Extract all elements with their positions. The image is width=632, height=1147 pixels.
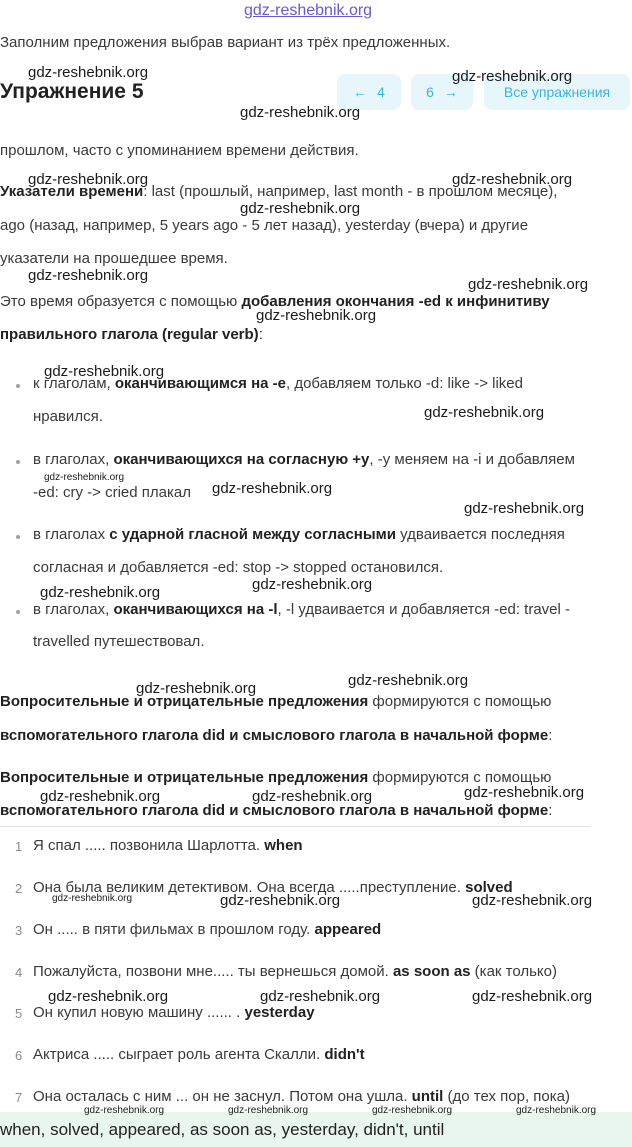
item-text: Актриса ..... сыграет роль агента Скалли. bbox=[33, 1046, 325, 1063]
item-answer: didn't bbox=[324, 1046, 365, 1063]
watermark: gdz-reshebnik.org bbox=[28, 171, 149, 188]
watermark: gdz-reshebnik.org bbox=[240, 104, 361, 121]
item-number: 6 bbox=[15, 1048, 23, 1063]
item-answer: appeared bbox=[314, 921, 382, 938]
bullet-icon bbox=[16, 610, 20, 614]
watermark: gdz-reshebnik.org bbox=[424, 404, 545, 421]
watermark: gdz-reshebnik.org bbox=[516, 1105, 597, 1116]
watermark: gdz-reshebnik.org bbox=[256, 307, 377, 324]
answer-bar: when, solved, appeared, as soon as, yesterday, didn't, until bbox=[0, 1112, 632, 1147]
rule-bold: оканчивающимся на -e bbox=[114, 375, 286, 392]
questions-line-2 bbox=[0, 726, 552, 746]
watermark: gdz-reshebnik.org bbox=[452, 171, 573, 188]
item-answer: when bbox=[264, 837, 303, 854]
rule-item bbox=[33, 450, 575, 470]
page-title: Упражнение 5 bbox=[0, 80, 144, 103]
watermark: gdz-reshebnik.org bbox=[84, 1105, 165, 1116]
item-answer: as soon as bbox=[392, 963, 471, 980]
arrow-left-icon: ← bbox=[353, 84, 368, 100]
rule-text: к глаголам, bbox=[33, 375, 115, 392]
watermark: gdz-reshebnik.org bbox=[28, 267, 149, 284]
bullet-icon bbox=[16, 535, 20, 539]
rule-item-line2: согласная и добавляется -ed: stop -> stopped остановился. bbox=[33, 559, 444, 576]
rule-item bbox=[33, 525, 565, 545]
item-text: Она была великим детективом. Она всегда .....преступление. bbox=[33, 879, 466, 896]
prev-exercise-label: 4 bbox=[377, 84, 385, 100]
rule-bold: оканчивающихся на -l bbox=[113, 601, 278, 618]
questions-line bbox=[0, 692, 551, 712]
formation-end: : bbox=[258, 326, 263, 343]
watermark: gdz-reshebnik.org bbox=[52, 893, 133, 904]
watermark: gdz-reshebnik.org bbox=[40, 584, 161, 601]
bullet-icon bbox=[16, 460, 20, 464]
watermark: gdz-reshebnik.org bbox=[220, 892, 341, 909]
rule-text: удваивается последняя bbox=[395, 526, 565, 543]
formation-text: Это время образуется с помощью bbox=[0, 293, 242, 310]
watermark: gdz-reshebnik.org bbox=[228, 1105, 309, 1116]
watermark: gdz-reshebnik.org bbox=[464, 784, 585, 801]
questions-text: : bbox=[548, 802, 553, 819]
watermark: gdz-reshebnik.org bbox=[44, 363, 165, 380]
watermark: gdz-reshebnik.org bbox=[472, 892, 593, 909]
watermark: gdz-reshebnik.org bbox=[372, 1105, 453, 1116]
all-exercises-label: Все упражнения bbox=[503, 84, 611, 100]
exercise-item bbox=[33, 1087, 570, 1107]
time-indicators-line-2: ago (назад, например, 5 years ago - 5 лет назад), yesterday (вчера) и другие bbox=[0, 217, 529, 234]
exercise-item bbox=[33, 962, 557, 982]
item-answer: yesterday bbox=[244, 1004, 315, 1021]
item-answer: solved bbox=[465, 879, 513, 896]
watermark: gdz-reshebnik.org bbox=[348, 672, 469, 689]
rule-text: в глаголах, bbox=[33, 451, 114, 468]
rule-item bbox=[33, 600, 570, 620]
bullet-icon bbox=[16, 384, 20, 388]
watermark: gdz-reshebnik.org bbox=[48, 988, 169, 1005]
watermark: gdz-reshebnik.org bbox=[212, 480, 333, 497]
item-text: Пожалуйста, позвони мне..... ты вернешься домой. bbox=[33, 963, 393, 980]
item-answer: until bbox=[411, 1088, 444, 1105]
watermark: gdz-reshebnik.org bbox=[136, 680, 257, 697]
item-text: Он купил новую машину ...... . bbox=[33, 1004, 245, 1021]
watermark: gdz-reshebnik.org bbox=[252, 576, 373, 593]
formation-bold: добавления окончания -ed к инфинитиву bbox=[241, 293, 550, 310]
watermark: gdz-reshebnik.org bbox=[452, 68, 573, 85]
time-indicators-line-3: указатели на прошедшее время. bbox=[0, 250, 228, 267]
arrow-right-icon: → bbox=[443, 84, 458, 100]
watermark: gdz-reshebnik.org bbox=[44, 472, 125, 483]
formation-bold-2: правильного глагола (regular verb) bbox=[0, 326, 259, 343]
rule-bold: оканчивающихся на согласную +y bbox=[113, 451, 370, 468]
questions-bold: Вопросительные и отрицательные предложения bbox=[0, 693, 369, 710]
item-note: (как только) bbox=[470, 963, 557, 980]
rule-text: , -y меняем на -i и добавляем bbox=[369, 451, 575, 468]
watermark: gdz-reshebnik.org bbox=[468, 276, 589, 293]
exercise-item bbox=[33, 1003, 315, 1023]
watermark: gdz-reshebnik.org bbox=[40, 788, 161, 805]
rule-item-line2: нравился. bbox=[33, 408, 103, 425]
rule-text: в глаголах, bbox=[33, 601, 114, 618]
questions-text: : bbox=[548, 727, 553, 744]
theory-line-past: прошлом, часто с упоминанием времени действия. bbox=[0, 142, 359, 159]
divider bbox=[0, 826, 590, 827]
time-indicators-label: Указатели времени bbox=[0, 183, 144, 200]
rule-item-line2: -ed: cry -> cried плакал bbox=[33, 484, 191, 501]
item-number: 1 bbox=[15, 839, 23, 854]
rule-text: , -l удваивается и добавляется -ed: travel - bbox=[277, 601, 571, 618]
rule-bold: с ударной гласной между согласными bbox=[109, 526, 396, 543]
questions-text: формируются с помощью bbox=[368, 693, 552, 710]
item-number: 3 bbox=[15, 923, 23, 938]
item-number: 5 bbox=[15, 1006, 23, 1021]
exercise-item bbox=[33, 920, 381, 940]
item-number: 2 bbox=[15, 881, 23, 896]
time-indicators-text: : last (прошлый, например, last month - в прошлом месяце), bbox=[143, 183, 558, 200]
intro-text: Заполним предложения выбрав вариант из трёх предложенных. bbox=[0, 34, 451, 51]
exercise-item bbox=[33, 836, 303, 856]
rule-item-line2: travelled путешествовал. bbox=[33, 633, 205, 650]
watermark: gdz-reshebnik.org bbox=[464, 500, 585, 517]
questions-bold: Вопросительные и отрицательные предложения bbox=[0, 769, 369, 786]
item-text: Я спал ..... позвонила Шарлотта. bbox=[33, 837, 265, 854]
item-number: 7 bbox=[15, 1090, 23, 1105]
rule-text: , добавляем только -d: like -> liked bbox=[286, 375, 523, 392]
item-number: 4 bbox=[15, 965, 23, 980]
questions-bold: вспомогательного глагола did и смыслового глагола в начальной форме bbox=[0, 727, 549, 744]
watermark: gdz-reshebnik.org bbox=[28, 64, 149, 81]
item-text: Она осталась с ним ... он не заснул. Потом она ушла. bbox=[33, 1088, 412, 1105]
formation-line-2 bbox=[0, 325, 263, 345]
item-text: Он ..... в пяти фильмах в прошлом году. bbox=[33, 921, 315, 938]
watermark: gdz-reshebnik.org bbox=[472, 988, 593, 1005]
questions-bold: вспомогательного глагола did и смыслового глагола в начальной форме bbox=[0, 802, 549, 819]
exercise-item bbox=[33, 1045, 365, 1065]
watermark: gdz-reshebnik.org bbox=[240, 200, 361, 217]
watermark: gdz-reshebnik.org bbox=[260, 988, 381, 1005]
questions-text: формируются с помощью bbox=[368, 769, 552, 786]
watermark: gdz-reshebnik.org bbox=[252, 788, 373, 805]
next-exercise-label: 6 bbox=[426, 84, 434, 100]
rule-text: в глаголах bbox=[33, 526, 110, 543]
item-note: (до тех пор, пока) bbox=[443, 1088, 570, 1105]
top-watermark: gdz-reshebnik.org bbox=[244, 2, 373, 19]
